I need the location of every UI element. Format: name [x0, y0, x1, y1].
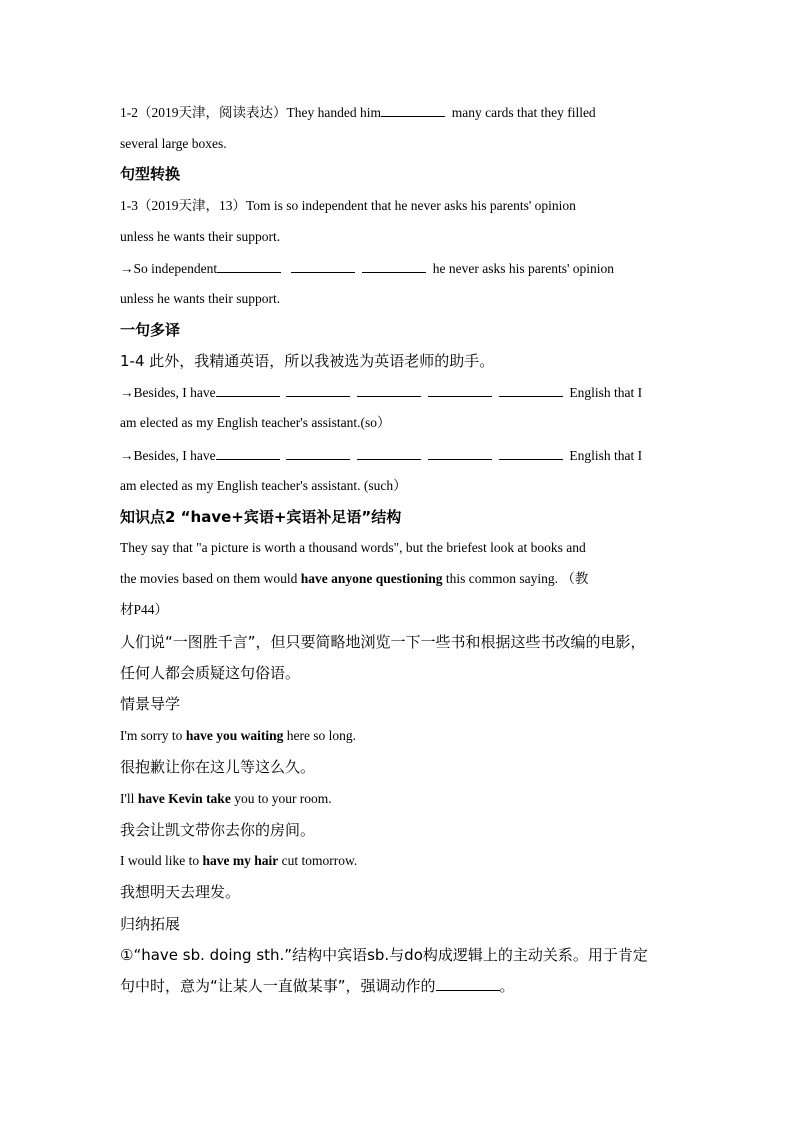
answer-blank[interactable] [499, 382, 563, 397]
summary-rule-line1: ①“have sb. doing sth.”结构中宾语sb.与do构成逻辑上的主动关系。用于肯定 [120, 946, 648, 964]
answer-blank[interactable] [357, 382, 421, 397]
question-1-3-line2: unless he wants their support. [120, 229, 281, 244]
question-1-4-prompt: 1-4 此外，我精通英语，所以我被选为英语老师的助手。 [120, 352, 495, 370]
sentence-text: I would like to [120, 853, 203, 868]
question-text: →So independent [120, 261, 218, 276]
question-text: →Besides, I have [120, 448, 216, 463]
question-text: he never asks his parents' opinion [432, 261, 615, 276]
example-sentence-line3: 材P44） [120, 602, 169, 617]
answer-blank[interactable] [286, 382, 350, 397]
answer-blank[interactable] [286, 445, 350, 460]
highlighted-structure: have you waiting [185, 728, 284, 743]
example-3-chinese: 我想明天去理发。 [120, 883, 241, 901]
highlighted-structure: have Kevin take [137, 791, 231, 806]
highlighted-structure: have anyone questioning [300, 571, 443, 586]
question-1-3-line4: unless he wants their support. [120, 291, 281, 306]
question-text: English that I [569, 448, 643, 463]
question-text: →Besides, I have [120, 385, 216, 400]
question-text: many cards that they filled [451, 105, 596, 120]
question-1-4-version1-line1 [120, 382, 676, 403]
answer-blank[interactable] [428, 445, 492, 460]
sentence-text: cut tomorrow. [278, 853, 358, 868]
answer-blank[interactable] [499, 445, 563, 460]
rule-text: 句中时，意为“让某人一直做某事”，强调动作的 [120, 977, 436, 995]
question-1-2-line2: several large boxes. [120, 136, 227, 151]
answer-blank[interactable] [362, 258, 426, 273]
example-2-chinese: 我会让凯文带你去你的房间。 [120, 821, 316, 839]
translation-line1: 人们说“一图胜千言”，但只要简略地浏览一下一些书和根据这些书改编的电影， [120, 633, 646, 651]
sentence-text: here so long. [283, 728, 357, 743]
question-1-3-line1: 1-3（2019天津，13）Tom is so independent that he never asks his parents' opinion [120, 198, 576, 213]
sentence-text: I'm sorry to [120, 728, 186, 743]
summary-rule-line2 [120, 976, 676, 996]
question-1-4-version1-line2: am elected as my English teacher's assistant.(so） [120, 415, 391, 430]
summary-heading: 归纳拓展 [120, 915, 181, 933]
question-1-4-version2-line2: am elected as my English teacher's assistant. (such） [120, 478, 407, 493]
answer-blank[interactable] [436, 976, 500, 991]
answer-blank[interactable] [357, 445, 421, 460]
question-text: 1-2（2019天津，阅读表达）They handed him [120, 105, 381, 120]
question-1-2-line1 [120, 102, 676, 123]
highlighted-structure: have my hair [202, 853, 279, 868]
translation-line2: 任何人都会质疑这句俗语。 [120, 664, 301, 682]
section-heading-multi-translation: 一句多译 [120, 321, 181, 339]
sentence-text: the movies based on them would [120, 571, 301, 586]
question-1-3-line3 [120, 258, 676, 279]
sentence-text: I'll [120, 791, 138, 806]
example-1-chinese: 很抱歉让你在这儿等这么久。 [120, 758, 316, 776]
example-sentence-line1: They say that "a picture is worth a thousand words", but the briefest look at books and [120, 540, 586, 555]
question-1-4-version2-line1 [120, 445, 676, 466]
answer-blank[interactable] [381, 102, 445, 117]
answer-blank[interactable] [291, 258, 355, 273]
answer-blank[interactable] [217, 258, 281, 273]
example-sentence-line2 [120, 569, 676, 589]
sentence-text: you to your room. [230, 791, 332, 806]
example-2-english [120, 789, 676, 809]
question-text: English that I [569, 385, 643, 400]
example-3-english [120, 851, 676, 871]
knowledge-point-2-title: 知识点2 “have+宾语+宾语补足语”结构 [120, 508, 402, 526]
rule-text: 。 [499, 977, 515, 995]
answer-blank[interactable] [216, 445, 280, 460]
answer-blank[interactable] [216, 382, 280, 397]
scene-guide-heading: 情景导学 [120, 695, 181, 713]
section-heading-transform: 句型转换 [120, 165, 181, 183]
example-1-english [120, 726, 676, 746]
answer-blank[interactable] [428, 382, 492, 397]
sentence-text: this common saying. （教 [442, 571, 589, 586]
